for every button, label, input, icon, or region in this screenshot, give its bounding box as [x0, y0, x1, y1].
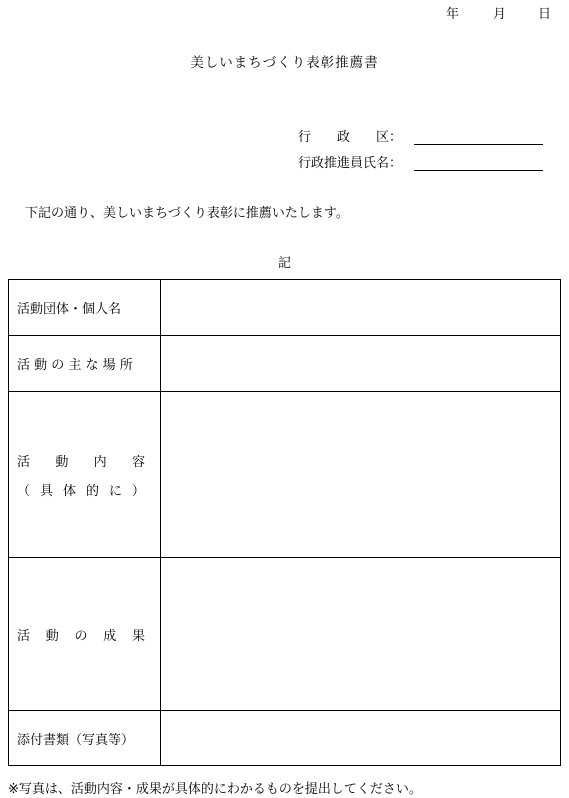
table-row — [9, 711, 561, 766]
date-month-label: 月 — [493, 7, 507, 22]
date-day-label: 日 — [538, 7, 552, 22]
attachments-label: 添付書類（写真等） — [9, 711, 161, 766]
activity-result-value[interactable] — [161, 558, 561, 711]
recommendation-form-table — [8, 279, 561, 766]
table-row — [9, 336, 561, 392]
activity-content-value[interactable] — [161, 392, 561, 558]
main-place-label: 活 動 の 主 な 場 所 — [9, 336, 161, 392]
ward-blank[interactable] — [414, 129, 543, 145]
main-place-value[interactable] — [161, 336, 561, 392]
promoter-blank[interactable] — [414, 155, 543, 171]
org-name-value[interactable] — [161, 280, 561, 336]
table-row — [9, 558, 561, 711]
activity-content-label — [9, 392, 161, 558]
ward-field — [298, 126, 543, 145]
activity-result-label: 活 動 の 成 果 — [9, 558, 161, 711]
document-title: 美しいまちづくり表彰推薦書 — [190, 55, 379, 71]
table-row — [9, 280, 561, 336]
table-row — [9, 392, 561, 558]
date-year-label: 年 — [446, 7, 460, 22]
ward-label: 行 政 区： — [298, 130, 403, 145]
promoter-field — [298, 152, 543, 171]
footer-note: ※写真は、活動内容・成果が具体的にわかるものを提出してください。 — [8, 782, 422, 797]
activity-content-label-line1: 活 動 内 容 — [17, 454, 145, 470]
promoter-label: 行政推進員氏名： — [298, 156, 403, 171]
intro-text: 下記の通り、美しいまちづくり表彰に推薦いたします。 — [25, 206, 349, 221]
attachments-value[interactable] — [161, 711, 561, 766]
activity-content-label-line2: （ 具 体 的 に ） — [17, 483, 145, 499]
ki-heading: 記 — [277, 256, 291, 271]
org-name-label: 活動団体・個人名 — [9, 280, 161, 336]
